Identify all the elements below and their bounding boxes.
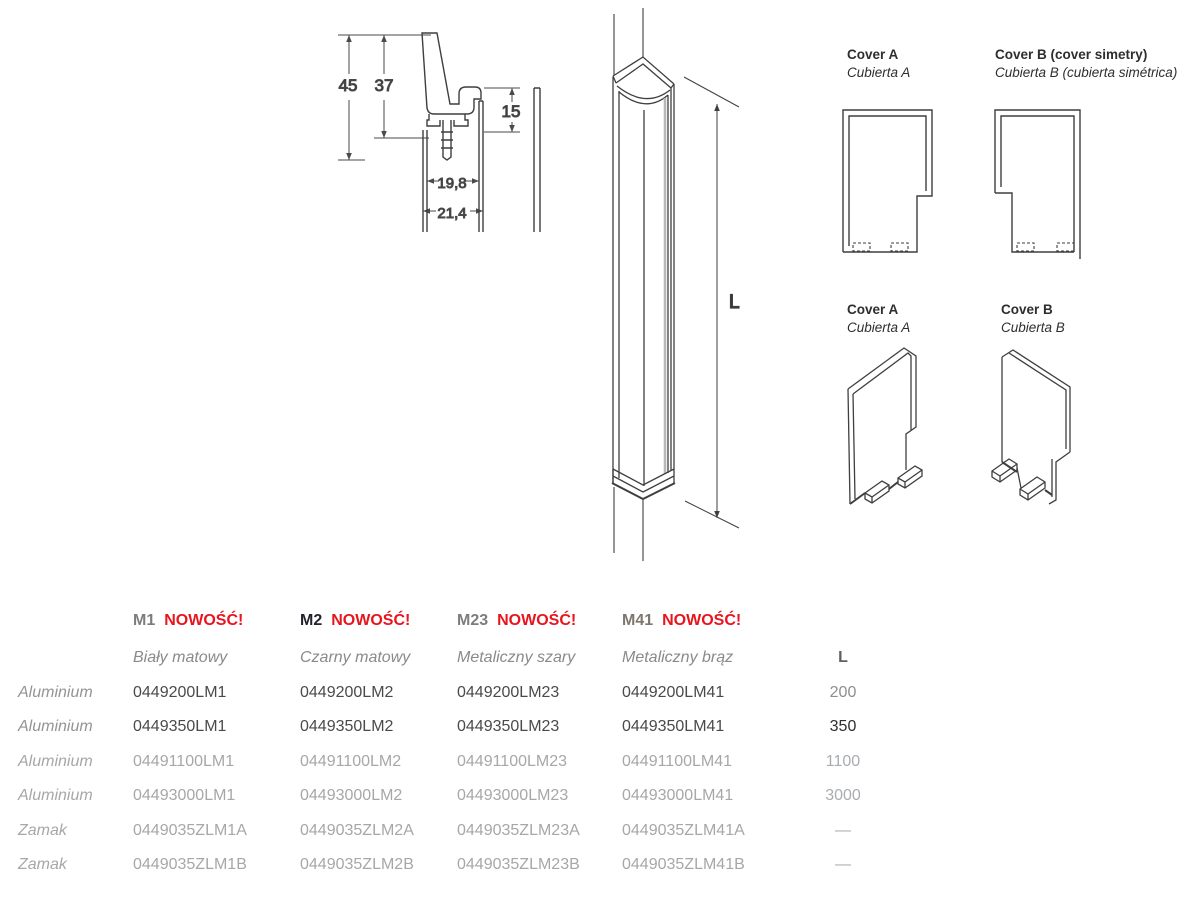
top-cap <box>613 57 674 88</box>
code-cell: 0449350LM23 <box>457 718 560 735</box>
material-cell: Aluminium <box>18 684 93 701</box>
new-badge: NOWOŚĆ! <box>662 612 742 629</box>
code-cell: 04493000LM41 <box>622 787 734 804</box>
code-cell: 0449350LM41 <box>622 718 725 735</box>
code-cell: 0449200LM23 <box>457 684 560 701</box>
mount-tab <box>891 243 908 251</box>
material-cell: Zamak <box>18 822 67 839</box>
front-panel <box>534 88 540 232</box>
cover-b-3d-label <box>1001 301 1065 337</box>
material-cell: Aluminium <box>18 753 93 770</box>
material-cell: Aluminium <box>18 718 93 735</box>
extension-lines-bottom <box>614 487 643 561</box>
material-cell: Zamak <box>18 856 67 873</box>
code-cell: 0449035ZLM41A <box>622 822 745 839</box>
profile-outline <box>422 33 540 232</box>
cover-subtitle: Cubierta A <box>847 65 911 80</box>
length-column-header: L <box>838 649 848 666</box>
new-badge: NOWOŚĆ! <box>164 612 244 629</box>
dimension-label-length: L <box>729 292 740 313</box>
cover-b-2d-drawing <box>995 110 1080 259</box>
code-cell: 0449035ZLM1A <box>133 822 247 839</box>
dimension-lines <box>338 35 520 211</box>
dimension-label-15: 15 <box>501 102 521 121</box>
code-cell: 0449035ZLM23B <box>457 856 580 873</box>
table-row <box>0 856 1200 876</box>
code-cell: 0449200LM2 <box>300 684 394 701</box>
corner-profile-drawing <box>612 8 740 561</box>
table-row <box>0 787 1200 807</box>
left-panel <box>423 130 427 232</box>
code-cell: 0449035ZLM1B <box>133 856 247 873</box>
hook-foot <box>898 466 922 488</box>
column-header-m1: M1 <box>133 612 156 629</box>
length-cell: — <box>835 822 851 839</box>
length-cell: 1100 <box>825 753 861 770</box>
code-cell: 0449200LM1 <box>133 684 227 701</box>
right-panel <box>479 101 483 232</box>
dimension-label-45: 45 <box>338 76 358 95</box>
code-cell: 04493000LM23 <box>457 787 569 804</box>
code-cell: 04493000LM2 <box>300 787 403 804</box>
cover-a-2d-drawing <box>843 110 932 252</box>
finish-name: Czarny matowy <box>300 649 411 666</box>
column-header-m41: M41 <box>622 612 654 629</box>
code-cell: 04491100LM2 <box>300 753 402 770</box>
code-cell: 04491100LM1 <box>133 753 235 770</box>
length-cell: 3000 <box>825 787 861 804</box>
table-header-codes <box>0 612 1200 632</box>
material-cell: Aluminium <box>18 787 93 804</box>
code-cell: 0449035ZLM41B <box>622 856 745 873</box>
finish-name: Metaliczny szary <box>457 649 576 666</box>
code-cell: 0449350LM1 <box>133 718 227 735</box>
dimension-arrows <box>346 35 515 214</box>
cover-title: Cover B (cover simetry) <box>995 47 1148 62</box>
cover-b-2d-label <box>995 46 1177 82</box>
code-cell: 04491100LM41 <box>622 753 733 770</box>
code-cell: 0449200LM41 <box>622 684 725 701</box>
mount-tab <box>853 243 870 251</box>
code-cell: 04491100LM23 <box>457 753 568 770</box>
table-header-finishes <box>0 649 1200 669</box>
column-header-m2: M2 <box>300 612 323 629</box>
cover-title: Cover A <box>847 47 899 62</box>
screw-channel <box>441 120 453 160</box>
cover-subtitle: Cubierta B (cubierta simétrica) <box>995 65 1178 80</box>
hook-foot <box>865 481 889 503</box>
code-cell: 0449035ZLM2B <box>300 856 414 873</box>
table-row <box>0 684 1200 704</box>
mount-tab <box>1057 243 1074 251</box>
cover-b-3d-drawing <box>992 350 1070 504</box>
table-row <box>0 822 1200 842</box>
dimension-label-37: 37 <box>374 76 394 95</box>
hook-foot <box>1020 477 1045 500</box>
dimension-label-21-4: 21,4 <box>437 205 467 222</box>
cover-a-3d-label <box>847 301 910 337</box>
dimension-label-19-8: 19,8 <box>437 175 467 192</box>
new-badge: NOWOŚĆ! <box>497 612 577 629</box>
finish-name: Biały matowy <box>133 649 228 666</box>
product-table <box>0 600 1200 900</box>
cover-title: Cover A <box>847 302 899 317</box>
table-row <box>0 718 1200 738</box>
length-cell: — <box>835 856 851 873</box>
length-cell: 350 <box>829 718 857 735</box>
profile-cross-section-drawing <box>338 33 540 232</box>
finish-name: Metaliczny brąz <box>622 649 734 666</box>
mount-tab <box>1017 243 1034 251</box>
code-cell: 0449035ZLM2A <box>300 822 414 839</box>
code-cell: 04493000LM1 <box>133 787 236 804</box>
code-cell: 0449035ZLM23A <box>457 822 580 839</box>
cover-subtitle: Cubierta B <box>1001 320 1065 335</box>
column-header-m23: M23 <box>457 612 489 629</box>
code-cell: 0449350LM2 <box>300 718 394 735</box>
cover-subtitle: Cubierta A <box>847 320 911 335</box>
length-cell: 200 <box>829 684 857 701</box>
cap-front-curve <box>617 86 670 104</box>
new-badge: NOWOŚĆ! <box>331 612 411 629</box>
cover-a-2d-label <box>847 46 910 82</box>
cover-a-3d-drawing <box>848 348 922 504</box>
table-row <box>0 753 1200 773</box>
cover-title: Cover B <box>1001 302 1053 317</box>
